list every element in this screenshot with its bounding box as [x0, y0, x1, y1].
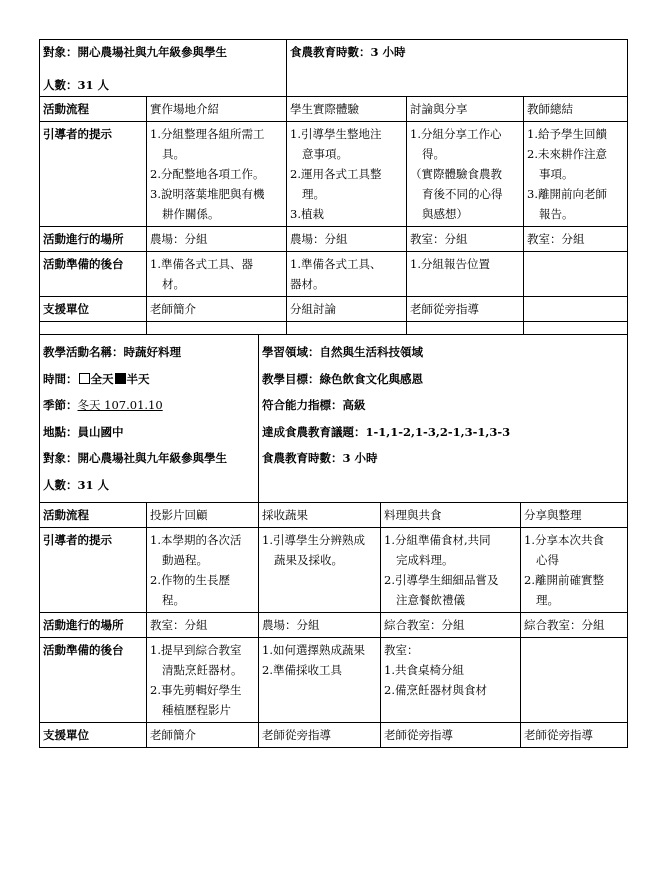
checkbox-half-day-icon	[115, 373, 126, 384]
place-cell: 綜合教室：分組	[521, 613, 628, 638]
prep-label: 活動準備的後台	[40, 638, 147, 723]
indicator-text: 符合能力指標：高級	[262, 398, 366, 412]
spacer-cell	[40, 322, 147, 335]
checkbox-full-day-icon	[79, 373, 90, 384]
spacer-cell	[287, 322, 407, 335]
lesson-plan-page	[39, 39, 627, 748]
place-label: 活動進行的場所	[40, 227, 147, 252]
header-stage: 分享與整理	[521, 503, 628, 528]
season-row: 季節：冬天 107.01.10	[43, 398, 163, 412]
support-cell: 老師從旁指導	[521, 723, 628, 748]
prep-cell: 1.提早到綜合教室 清點烹飪器材。 2.事先剪輯好學生 種植歷程影片	[147, 638, 259, 723]
spacer-cell	[147, 322, 287, 335]
prompt-label: 引導者的提示	[40, 122, 147, 227]
location-text: 地點：員山國中	[43, 424, 124, 439]
activity-info-left	[40, 335, 259, 503]
support-cell	[524, 297, 628, 322]
count-text: 人數：31 人	[43, 78, 110, 92]
place-cell: 教室：分組	[147, 613, 259, 638]
prompt-cell: 1.分享本次共食 心得 2.離開前確實整 理。	[521, 528, 628, 613]
activity-name: 教學活動名稱：時蔬好料理	[43, 345, 181, 359]
prep-cell	[521, 638, 628, 723]
time-row: 時間： 全天 半天	[43, 371, 150, 386]
prep-cell: 1.準備各式工具、 器材。	[287, 252, 407, 297]
prep-cell: 教室： 1.共食桌椅分組 2.備烹飪器材與食材	[381, 638, 521, 723]
hours-text: 食農教育時數：3 小時	[262, 451, 378, 465]
header-stage: 討論與分享	[407, 97, 524, 122]
support-cell: 老師從旁指導	[259, 723, 381, 748]
support-cell: 分組討論	[287, 297, 407, 322]
header-stage: 採收蔬果	[259, 503, 381, 528]
spacer-cell	[524, 322, 628, 335]
header-stage: 料理與共食	[381, 503, 521, 528]
prompt-cell: 1.引導學生整地注 意事項。 2.運用各式工具整 理。 3.植栽	[287, 122, 407, 227]
target-count-cell	[40, 40, 287, 97]
place-cell: 教室：分組	[524, 227, 628, 252]
prompt-cell: 1.給予學生回饋 2.未來耕作注意 事項。 3.離開前向老師 報告。	[524, 122, 628, 227]
prompt-cell: 1.分組整理各組所需工 具。 2.分配整地各項工作。 3.說明落葉堆肥與有機 耕作關係。	[147, 122, 287, 227]
place-cell: 農場：分組	[259, 613, 381, 638]
prompt-cell: 1.分組分享工作心 得。 （實際體驗食農教 育後不同的心得 與感想）	[407, 122, 524, 227]
prep-label: 活動準備的後台	[40, 252, 147, 297]
topics-text: 達成食農教育議題：1-1,1-2,1-3,2-1,3-1,3-3	[262, 424, 511, 439]
support-cell: 老師簡介	[147, 723, 259, 748]
place-cell: 綜合教室：分組	[381, 613, 521, 638]
prep-cell: 1.準備各式工具、器 材。	[147, 252, 287, 297]
support-cell: 老師從旁指導	[407, 297, 524, 322]
spacer-cell	[407, 322, 524, 335]
header-stage: 投影片回顧	[147, 503, 259, 528]
prep-cell: 1.如何選擇熟成蔬果 2.準備採收工具	[259, 638, 381, 723]
prompt-cell: 1.本學期的各次活 動過程。 2.作物的生長歷 程。	[147, 528, 259, 613]
activity-table-1	[39, 39, 628, 335]
header-stage: 教師總結	[524, 97, 628, 122]
prompt-cell: 1.分組準備食材,共同 完成料理。 2.引導學生細細品嘗及 注意餐飲禮儀	[381, 528, 521, 613]
header-stage: 學生實際體驗	[287, 97, 407, 122]
activity-info-right	[259, 335, 628, 503]
support-cell: 老師從旁指導	[381, 723, 521, 748]
activity-table-2	[39, 334, 628, 748]
target-text: 對象：開心農場社與九年級參與學生	[43, 451, 227, 465]
prompt-cell: 1.引導學生分辨熟成 蔬果及採收。	[259, 528, 381, 613]
place-label: 活動進行的場所	[40, 613, 147, 638]
goal-text: 教學目標：綠色飲食文化與感恩	[262, 371, 423, 386]
target-text: 對象：開心農場社與九年級參與學生	[40, 40, 286, 71]
domain-text: 學習領域：自然與生活科技領域	[262, 345, 423, 359]
place-cell: 教室：分組	[407, 227, 524, 252]
prep-cell	[524, 252, 628, 297]
prompt-label: 引導者的提示	[40, 528, 147, 613]
header-stage: 實作場地介紹	[147, 97, 287, 122]
support-label: 支援單位	[40, 723, 147, 748]
header-flow: 活動流程	[40, 503, 147, 528]
prep-cell: 1.分組報告位置	[407, 252, 524, 297]
count-text: 人數：31 人	[43, 477, 110, 492]
support-label: 支援單位	[40, 297, 147, 322]
hours-text: 食農教育時數：3 小時	[287, 40, 628, 97]
place-cell: 農場：分組	[147, 227, 287, 252]
support-cell: 老師簡介	[147, 297, 287, 322]
place-cell: 農場：分組	[287, 227, 407, 252]
header-flow: 活動流程	[40, 97, 147, 122]
